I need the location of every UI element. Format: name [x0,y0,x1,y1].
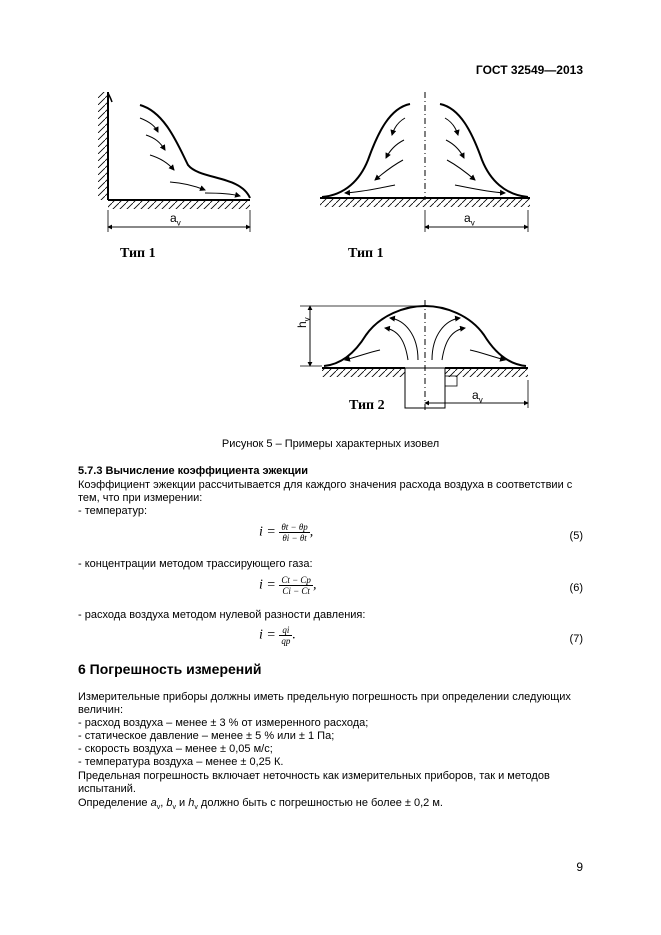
figure-caption: Рисунок 5 – Примеры характерных изовел [221,438,440,450]
page-number: 9 [576,860,583,874]
section-573-heading: 5.7.3 Вычисление коэффициента эжекции [78,465,309,477]
equation-6: i = $\frac{Ct - Cp}{Ci - Ct}$ , [259,575,317,596]
item-airflow: - расхода воздуха методом нулевой разности давления: [78,609,366,621]
diagram-type1-right [320,92,530,232]
diagram-type2 [300,300,528,412]
equation-7-number: (7) [569,633,583,645]
dim-h-type2: $h_v$ [295,317,312,328]
label-type2: Тип 2 [349,398,385,413]
equation-6-number: (6) [569,582,583,594]
section-6-para2-line1: Предельная погрешность включает неточность как измерительных приборов, так и методов [78,770,550,782]
label-type1-right: Тип 1 [348,246,384,261]
item-temperatures: - температур: [78,505,148,517]
section-6-para1-line2: величин: [78,704,124,716]
section-6-heading: 6 Погрешность измерений [78,661,262,677]
dim-a-type1-left: $a_v$ [170,211,181,228]
dim-a-type2: $a_v$ [472,388,483,405]
equation-7: i = $\frac{qi}{qp}$ . [259,625,296,646]
bullet-airflow: - расход воздуха – менее ± 3 % от измеренного расхода; [78,717,369,729]
section-6-para2-line2: испытаний. [78,783,136,795]
label-type1-left: Тип 1 [120,246,156,261]
dim-a-type1-right: $a_v$ [464,211,475,228]
isovel-figure [0,0,661,430]
section-573-intro-2: тем, что при измерении: [78,492,203,504]
section-573-intro-1: Коэффициент эжекции рассчитывается для каждого значения расхода воздуха в соответствии с [78,479,573,491]
bullet-air-speed: - скорость воздуха – менее ± 0,05 м/с; [78,743,273,755]
equation-5-number: (5) [569,530,583,542]
item-concentration: - концентрации методом трассирующего газа: [78,558,313,570]
bullet-air-temperature: - температура воздуха – менее ± 0,25 К. [78,756,284,768]
standard-id: ГОСТ 32549—2013 [475,63,583,77]
section-6-para1-line1: Измерительные приборы должны иметь предельную погрешность при определении следующих [78,691,571,703]
section-6-last-line: Определение $a_v$, $b_v$ и $h_v$ должно быть с погрешностью не более ± 0,2 м. [78,797,443,812]
equation-5: i = $\frac{\theta t - \theta p}{\theta i - \theta t}$ , [259,522,314,543]
bullet-static-pressure: - статическое давление – менее ± 5 % или ± 1 Па; [78,730,335,742]
